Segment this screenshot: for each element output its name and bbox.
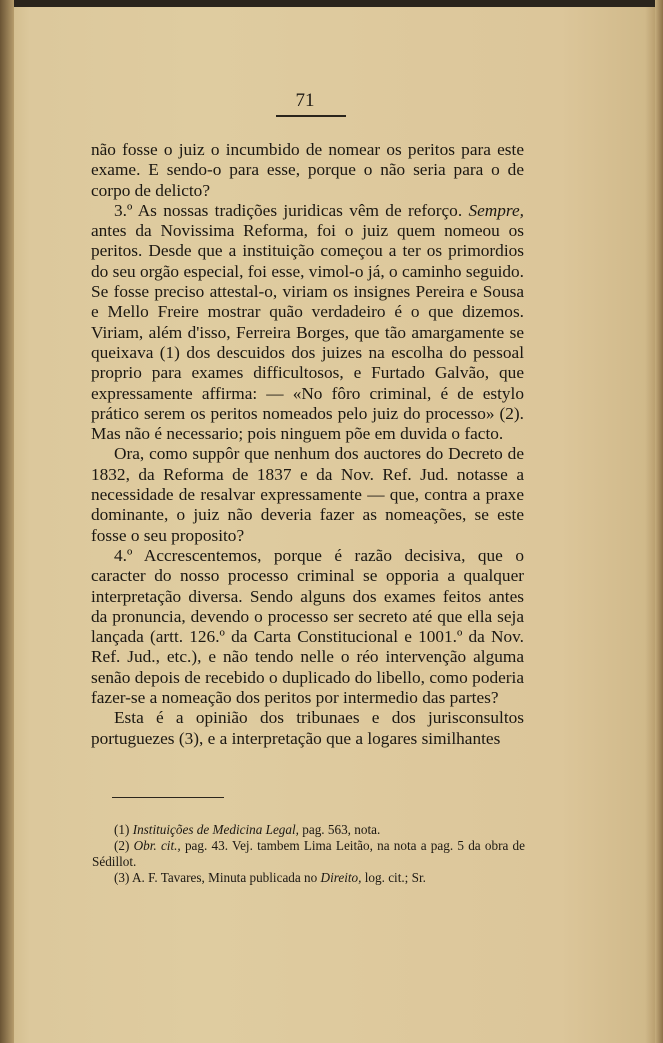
paragraph-2 [91, 201, 524, 445]
footnote-rule [112, 797, 224, 798]
paragraph-5: Esta é a opinião dos tribunaes e dos jurisconsultos portuguezes (3), e a interpretação que a logares similhantes [91, 708, 524, 748]
footnote-1-rest: pag. 563, nota. [298, 822, 381, 837]
footnote-2-rest: pag. 43. Vej. tambem Lima Leitão, na nota a pag. 5 da obra de Sédillot. [92, 838, 525, 869]
footnote-1-marker: (1) [114, 822, 133, 837]
footnote-2-marker: (2) [114, 838, 134, 853]
paragraph-1: não fosse o juiz o incumbido de nomear os peritos para este exame. E sendo-o para esse, porque o não seria para o de corpo de delicto? [91, 140, 524, 200]
page-right-edge [655, 0, 663, 1043]
body-text [91, 140, 524, 749]
paragraph-2-rest: antes da Novissima Reforma, foi o juiz quem nomeou os peritos. Desde que a instituição começou a ter os primordios do seu orgão especial, foi esse, vimol-o já, o caminho seguido. Se fosse preciso attestal-o, viriam os insignes Pereira e Sousa e Mello Freire mostrar quão verdadeiro é o que dizemos. Viriam, além d'isso, Ferreira Borges, que tão amargamente se queixava (1) dos descuidos dos juizes na escolha do pessoal proprio para exames difficultosos, e Furtado Galvão, que expressamente affirma: — «No fôro criminal, é de estylo prático serem os peritos nomeados pelo juiz do processo» (2). Mas não é necessario; pois ninguem põe em duvida o facto. [91, 221, 524, 444]
footnotes [92, 822, 525, 886]
footnote-3-title: Direito, [320, 870, 362, 885]
footnote-1-title: Instituições de Medicina Legal, [132, 822, 299, 837]
book-spine-shadow [0, 0, 14, 1043]
footnote-3 [92, 870, 525, 886]
header-rule [276, 115, 346, 117]
footnote-1 [92, 822, 525, 838]
footnote-3-rest: log. cit.; Sr. [361, 870, 426, 885]
footnote-2 [92, 838, 525, 870]
footnote-3-start: (3) A. F. Tavares, Minuta publicada no [114, 870, 321, 885]
footnote-2-title: Obr. cit., [133, 838, 181, 853]
paragraph-3: Ora, como suppôr que nenhum dos auctores do Decreto de 1832, da Reforma de 1837 e da Nov. Ref. Jud. notasse a necessidade de resalvar expressamente — que, contra a praxe dominante, o juiz não deveria fazer as nomeações, se este fosse o seu proposito? [91, 444, 524, 545]
paragraph-4: 4.º Accrescentemos, porque é razão decisiva, que o caracter do nosso processo criminal se opporia a qualquer interpretação diversa. Sendo alguns dos exames feitos antes da pronuncia, devendo o processo ser secreto até que ella seja lançada (artt. 126.º da Carta Constitucional e 1001.º da Nov. Ref. Jud., etc.), e não tendo nelle o réo intervenção alguma senão depois de recebido o duplicado do libello, como poderia fazer-se a nomeação dos peritos por intermedio das partes? [91, 545, 524, 708]
top-edge [0, 0, 663, 7]
paragraph-2-emphasis: Sempre, [468, 200, 524, 220]
page-number: 71 [295, 90, 315, 111]
paragraph-2-start: 3.º As nossas tradições juridicas vêm de reforço. [114, 200, 469, 220]
